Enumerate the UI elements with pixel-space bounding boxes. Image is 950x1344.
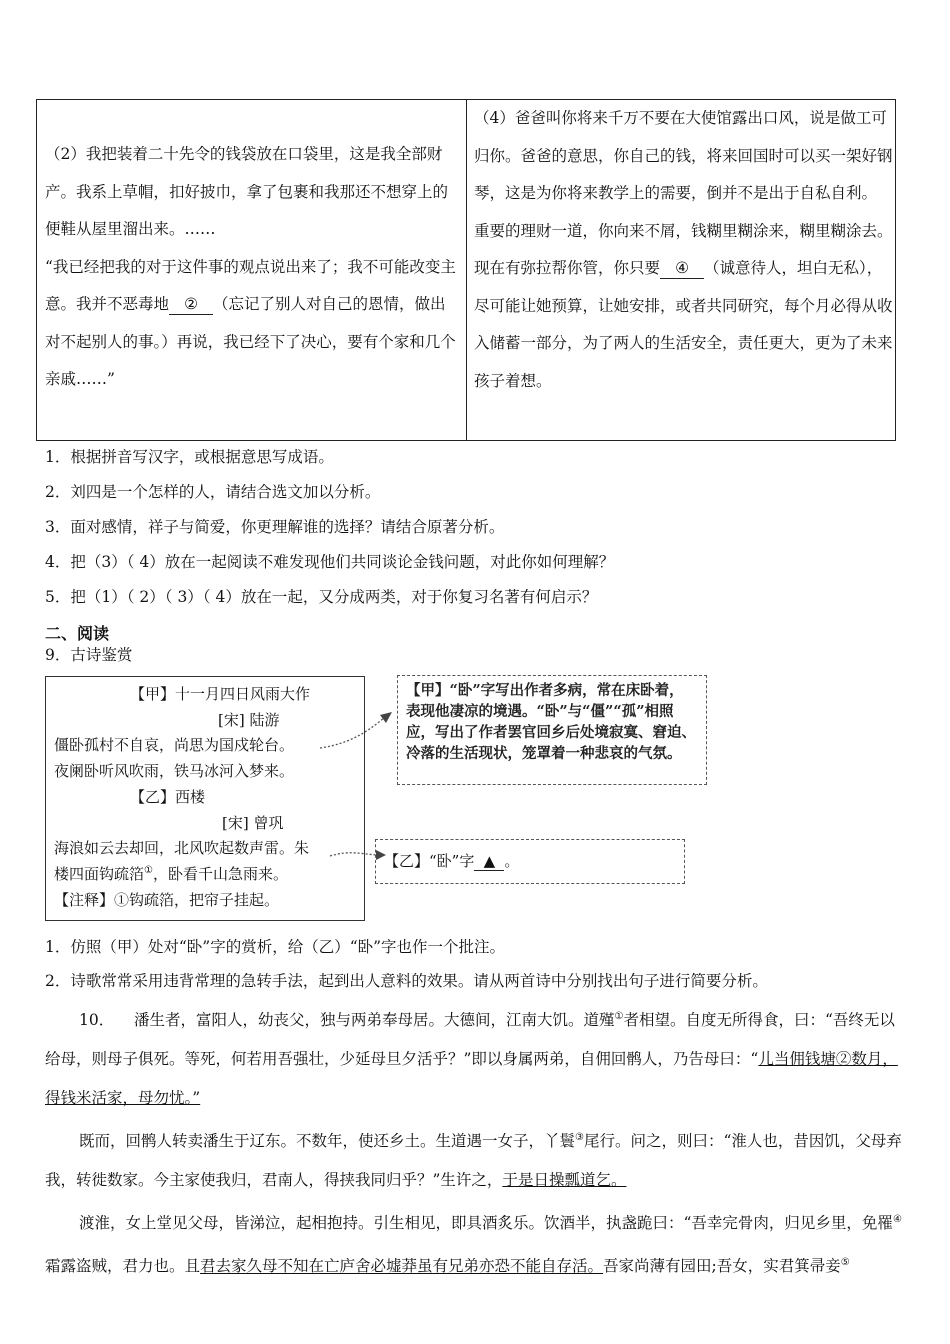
poem-line-3: 海浪如云去却回，北风吹起数声雷。朱 xyxy=(54,839,310,857)
question-1-5: 5．把（1）（ 2）（ 3）（ 4）放在一起，又分成两类，对于你复习名著有何启示？ xyxy=(45,588,598,606)
poem-title-2: 【乙】西楼 xyxy=(130,788,206,806)
arrow-line-2 xyxy=(330,853,378,856)
section-heading: 二、阅读 xyxy=(45,624,110,643)
poem-author-2: [宋] 曾巩 xyxy=(222,814,284,832)
underlined-sentence-3: 君去家久母不知在亡庐舍必墟莽虽有兄弟亦恐不能自存活。 xyxy=(200,1257,604,1276)
question-1-2: 2．刘四是一个怎样的人，请结合选文加以分析。 xyxy=(45,483,381,501)
underlined-sentence-2: 于是日操瓢道乞。 xyxy=(502,1171,627,1190)
reading-table xyxy=(36,99,896,441)
arrow-line-1 xyxy=(320,717,385,748)
question-1-3: 3．面对感情，祥子与简爱，你更理解谁的选择？请结合原著分析。 xyxy=(45,518,505,536)
right-paragraph-2: 重要的理财一道，你向来不屑，钱糊里糊涂来，糊里糊涂去。现在有弥拉帮你管，你只要 ④ （诚意待人，坦白无私），尽可能让她预算，让她安排，或者共同研究，每个月必得从收入储蓄一部分，为了两人的生活安全，责任更大，更为了未来孩子着想。 xyxy=(474,221,893,390)
passage-paragraph-2: 既而，回鹘人转卖潘生于辽东。不数年，使还乡土。生道遇一女子，丫鬟③尾行。问之，则曰：“淮人也，昔因饥，父母弃我，转徙数家。今主家使我归，君南人，得挟我同归乎？”生许之，于是日操瓢道乞。 xyxy=(45,1132,902,1190)
annotation-note-jia: 【甲】“卧”字写出作者多病，常在床卧着，表现他凄凉的境遇。“卧”与“僵”“孤”相照应，写出了作者罢官回乡后处境寂寞、窘迫、冷落的生活现状，笼罩着一种悲哀的气氛。 xyxy=(397,675,707,785)
poem-annotation: 【注释】①钩疏箔，把帘子挂起。 xyxy=(54,891,280,909)
poem-line-2: 夜阑卧听风吹雨，铁马冰河入梦来。 xyxy=(54,762,295,780)
question-9-title: 9．古诗鉴赏 xyxy=(45,646,133,664)
poem-line-4: 楼四面钩疏箔①，卧看千山急雨来。 xyxy=(54,865,288,883)
left-paragraph-2: “我已经把我的对于这件事的观点说出来了；我不可能改变主意。我并不恶毒地 ② （忘记了别人对自己的恩情，做出对不起别人的事。）再说，我已经下了决心，要有个家和几个亲戚……” xyxy=(45,257,456,388)
question-1-1: 1．根据拼音写汉字，或根据意思写成语。 xyxy=(45,448,334,466)
poem-author-1: [宋] 陆游 xyxy=(218,711,280,729)
passage-q10 xyxy=(45,997,907,1287)
table-right-cell xyxy=(474,100,894,400)
table-divider xyxy=(466,100,467,440)
right-paragraph-1: （4）爸爸叫你将来千万不要在大使馆露出口风，说是做工可归你。爸爸的意思，你自己的钱，将来回国时可以买一架好钢琴，这是为你将来教学上的需要，倒并不是出于自私自利。 xyxy=(474,109,893,202)
poem-title-1: 【甲】十一月四日风雨大作 xyxy=(130,685,311,703)
table-left-cell xyxy=(45,136,460,399)
annotation-note-yi: 【乙】“卧”字 ▲ 。 xyxy=(375,839,685,884)
blank-2[interactable]: ② xyxy=(169,294,213,315)
underlined-sentence-1: 儿当佣钱塘②数月，得钱米活家，母勿忧。” xyxy=(45,1050,898,1108)
arrow-head-1 xyxy=(380,712,392,723)
blank-4[interactable]: ④ xyxy=(660,258,704,279)
left-paragraph-1: （2）我把装着二十先令的钱袋放在口袋里，这是我全部财产。我系上草帽，扣好披巾，拿了包裹和我那还不想穿上的便鞋从屋里溜出来。…… xyxy=(45,145,449,238)
answer-blank-triangle[interactable]: ▲ xyxy=(474,852,504,871)
poem-line-1: 僵卧孤村不自哀，尚思为国戍轮台。 xyxy=(54,736,295,754)
passage-paragraph-3: 渡淮，女上堂见父母，皆涕泣，起相抱持。引生相见，即具酒炙乐。饮酒半，执盏跪曰：“吾幸完骨肉，归见乡里，免罹④霜露盗贼，君力也。且君去家久母不知在亡庐舍必墟莽虽有兄弟亦恐不能自存活。吾家尚薄有园田;吾女，实君箕帚妾⑤ xyxy=(45,1214,902,1276)
question-9-1: 1．仿照（甲）处对“卧”字的赏析，给（乙）“卧”字也作一个批注。 xyxy=(45,938,506,956)
question-1-4: 4．把（3）（ 4）放在一起阅读不难发现他们共同谈论金钱问题，对此你如何理解？ xyxy=(45,553,615,571)
passage-paragraph-1: 10． 潘生者，富阳人，幼丧父，独与两弟奉母居。大德间，江南大饥。道殣①者相望。自度无所得食，曰：“吾终无以给母，则母子俱死。等死，何若用吾强壮，少延母旦夕活乎？”即以身属两弟，自佣回鹘人，乃告母曰：“儿当佣钱塘②数月，得钱米活家，母勿忧。” xyxy=(45,1011,898,1108)
question-9-2: 2．诗歌常常采用违背常理的急转手法，起到出人意料的效果。请从两首诗中分别找出句子进行简要分析。 xyxy=(45,972,768,990)
